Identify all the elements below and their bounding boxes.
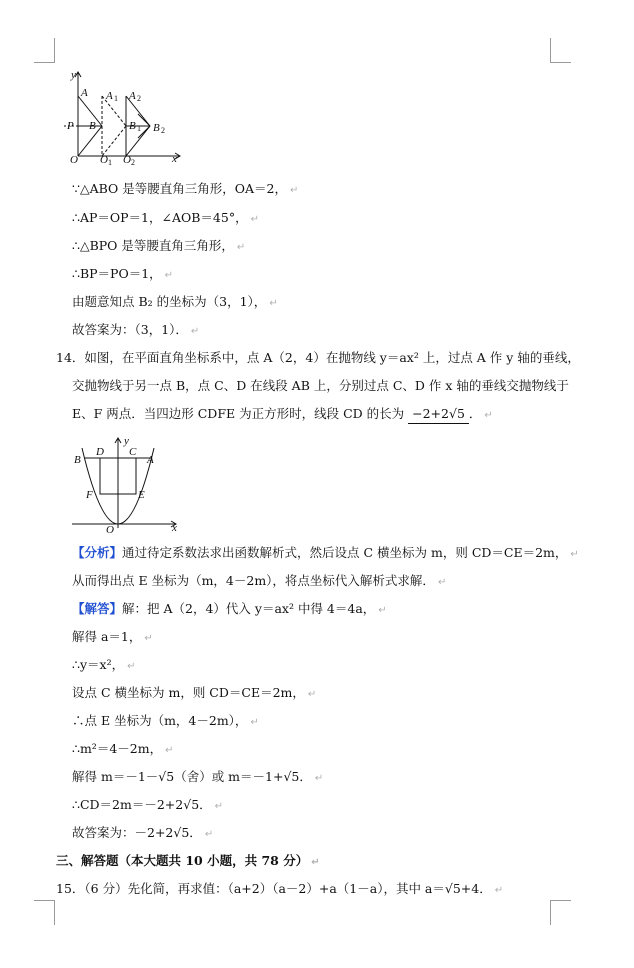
fig2-label-F: F	[86, 489, 93, 501]
fig1-sub-A1: 1	[114, 94, 118, 103]
crop-mark-bottom-left	[34, 900, 55, 925]
sol13-line-6: 故答案为：（3，1）． ↵	[72, 322, 200, 337]
fig2-label-B: B	[74, 454, 81, 466]
fig1-sub-A2: 2	[137, 94, 141, 103]
q14-line-1: 14．如图，在平面直角坐标系中，点 A（2，4）在抛物线 y＝ax² 上，过点 A 作 y 轴的垂线，	[56, 350, 580, 365]
fig1-label-O2: O	[123, 154, 131, 166]
answer-line-2: 解得 a＝1， ↵	[72, 629, 153, 644]
fig1-label-P: P	[67, 120, 74, 132]
fig2-label-D: D	[96, 446, 104, 458]
answer-line-3: ∴y＝x²， ↵	[72, 657, 136, 672]
sol13-line-3: ∴△BPO 是等腰直角三角形， ↵	[72, 238, 246, 253]
fig2-label-C: C	[129, 446, 137, 458]
fig2-label-O: O	[106, 524, 114, 534]
q14-line-3: E、F 两点．当四边形 CDFE 为正方形时，线段 CD 的长为 −2+2√5 ． ↵	[72, 405, 493, 425]
sol13-line-5: 由题意知点 B₂ 的坐标为（3，1）， ↵	[72, 294, 278, 309]
crop-mark-top-left	[34, 38, 55, 63]
fig1-label-A2: A	[129, 90, 136, 102]
fig1-label-O1: O	[100, 154, 108, 166]
sol13-line-1: ∵△ABO 是等腰直角三角形，OA＝2， ↵	[72, 181, 299, 196]
answer-line-4: 设点 C 横坐标为 m，则 CD＝CE＝2m， ↵	[72, 685, 317, 700]
q14-answer-blank: −2+2√5	[408, 405, 469, 424]
answer-line-9: 故答案为：－2+2√5． ↵	[72, 825, 214, 840]
analysis-line-2: 从而得出点 E 坐标为（m，4－2m），将点坐标代入解析式求解． ↵	[72, 573, 447, 588]
fig1-sub-O1: 1	[108, 158, 112, 166]
section-3-title: 三、解答题（本大题共 10 小题，共 78 分） ↵	[56, 853, 320, 868]
figure-triangles	[62, 66, 192, 166]
fig1-sub-B2: 2	[161, 126, 165, 135]
fig2-label-E: E	[138, 489, 145, 501]
answer-line-6: ∴m²＝4－2m， ↵	[72, 741, 174, 756]
fig1-label-x: x	[172, 153, 177, 165]
fig1-label-A1: A	[106, 90, 113, 102]
answer-tag: 【解答】	[72, 601, 123, 616]
figure-parabola	[68, 434, 188, 534]
fig1-label-y: y	[71, 69, 76, 81]
fig2-label-x: x	[172, 522, 177, 534]
fig1-label-A: A	[81, 87, 88, 99]
fig2-label-A: A	[147, 454, 154, 466]
q14-line-2: 交抛物线于另一点 B，点 C、D 在线段 AB 上，分别过点 C、D 作 x 轴的垂线交抛物线于	[72, 378, 569, 393]
fig1-label-O: O	[70, 154, 78, 166]
answer-line-5: ∴点 E 坐标为（m，4－2m）， ↵	[72, 713, 259, 728]
crop-mark-bottom-right	[550, 900, 571, 925]
fig2-label-y: y	[124, 435, 129, 447]
fig1-label-B1: B	[129, 120, 136, 132]
analysis-tag: 【分析】	[72, 545, 123, 560]
sol13-line-2: ∴AP＝OP＝1，∠AOB＝45°， ↵	[72, 210, 259, 225]
fig1-label-B: B	[89, 120, 96, 132]
answer-line-7: 解得 m＝－1－√5（舍）或 m＝－1+√5． ↵	[72, 769, 324, 784]
analysis-line-1: 【分析】通过待定系数法求出函数解析式，然后设点 C 横坐标为 m，则 CD＝CE＝2m， ↵	[72, 545, 579, 560]
fig1-label-B2: B	[153, 122, 160, 134]
fig1-sub-B1: 1	[137, 124, 141, 133]
answer-line-8: ∴CD＝2m＝－2+2√5． ↵	[72, 797, 224, 812]
crop-mark-top-right	[550, 38, 571, 63]
q15-line: 15．（6 分）先化简，再求值：（a+2）（a－2）+a（1－a），其中 a＝√5+4． ↵	[56, 881, 504, 896]
fig1-sub-O2: 2	[131, 158, 135, 166]
sol13-line-4: ∴BP＝PO＝1， ↵	[72, 266, 174, 281]
answer-line-1: 【解答】解：把 A（2，4）代入 y＝ax² 中得 4＝4a， ↵	[72, 601, 387, 616]
